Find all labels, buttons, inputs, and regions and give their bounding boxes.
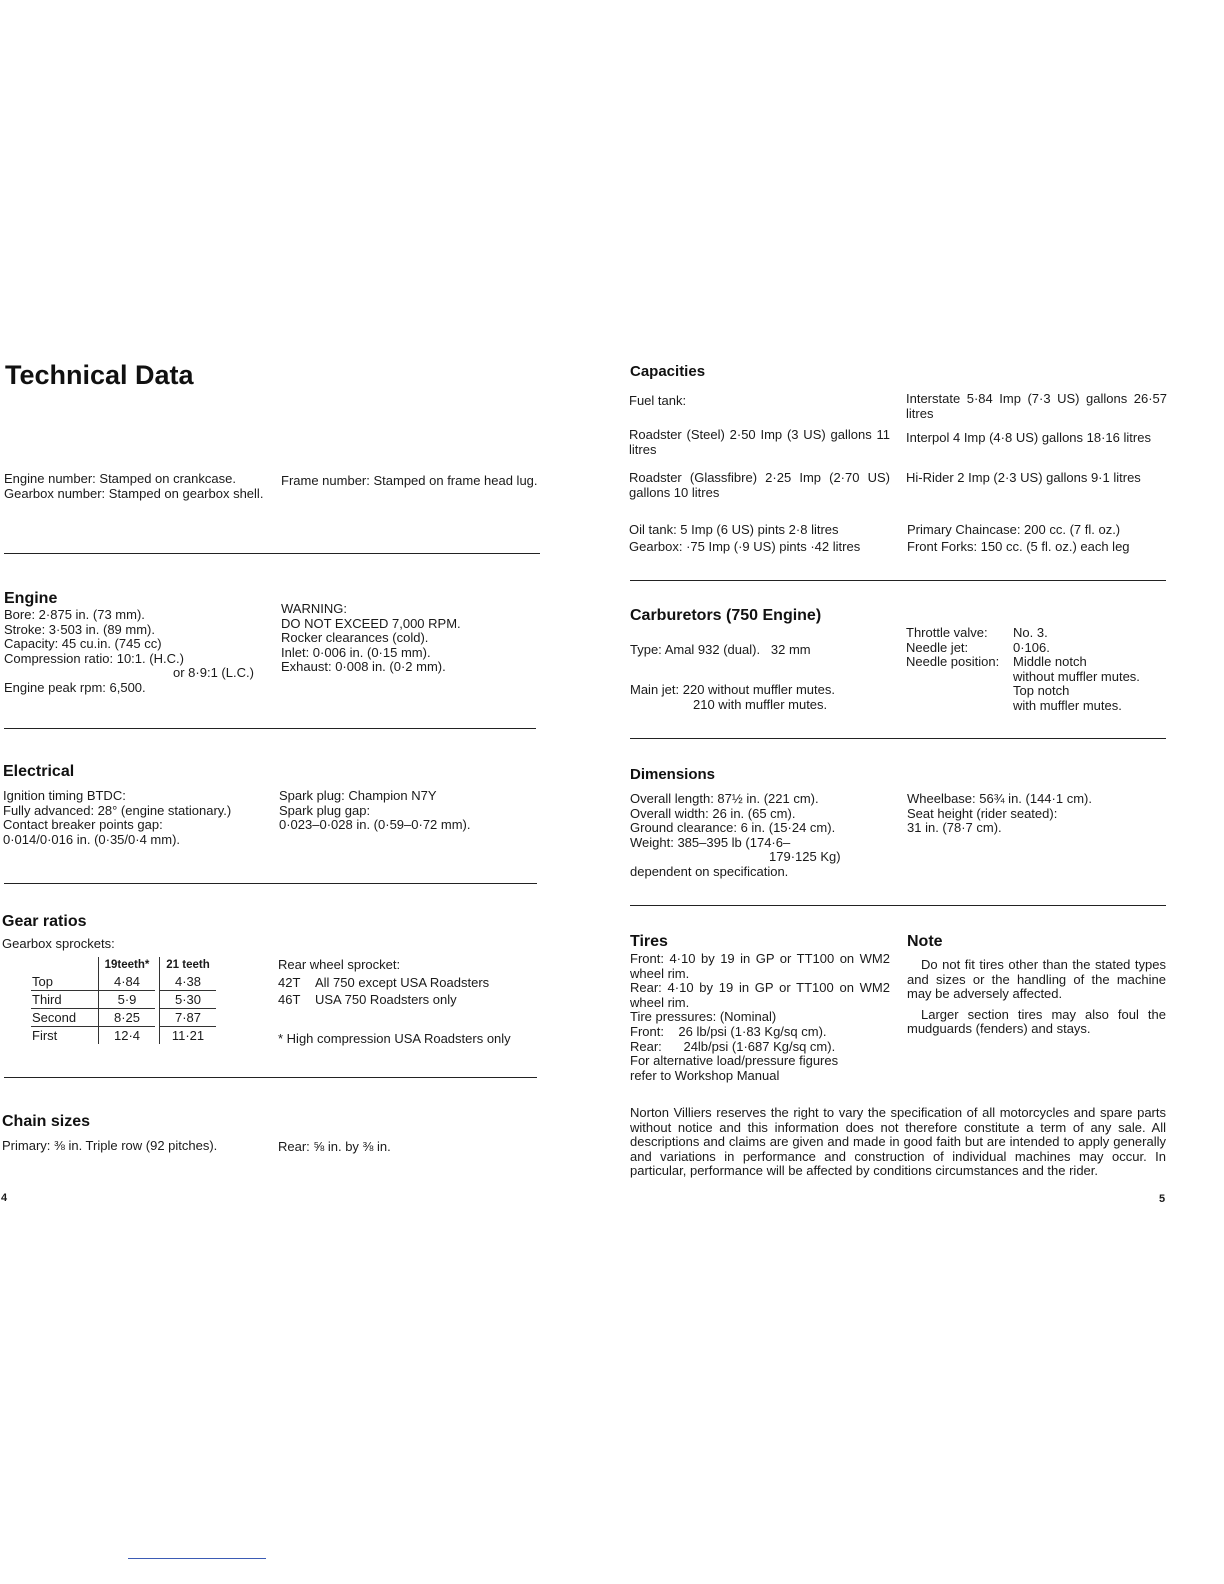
- sprocket-42t-text: All 750 except USA Roadsters: [315, 974, 490, 990]
- col-19-teeth: 19teeth*: [99, 957, 156, 973]
- rear-tire: Rear: 4·10 by 19 in GP or TT100 on WM2 wheel rim.: [630, 980, 890, 1010]
- carburetors-heading: Carburetors (750 Engine): [630, 607, 822, 624]
- tire-pressures: Tire pressures: (Nominal): [630, 1009, 777, 1025]
- sprocket-46t-text: USA 750 Roadsters only: [315, 992, 457, 1008]
- cb-points-value: 0·014/0·016 in. (0·35/0·4 mm).: [3, 831, 181, 847]
- alt-figures: For alternative load/pressure figures: [630, 1053, 839, 1069]
- front-pressure: Front: 26 lb/psi (1·83 Kg/sq cm).: [630, 1023, 827, 1039]
- ratio-19: 12·4: [99, 1027, 156, 1045]
- bore: Bore: 2·875 in. (73 mm).: [4, 607, 145, 622]
- divider: [4, 1077, 537, 1078]
- table-row: [31, 973, 216, 991]
- carb-type: Type: Amal 932 (dual). 32 mm: [630, 642, 811, 657]
- ratio-21: 7·87: [160, 1009, 217, 1027]
- needle-position-value-2: without muffler mutes.: [1013, 668, 1140, 684]
- gear-label: Second: [31, 1009, 99, 1027]
- dimensions-specs: [630, 792, 902, 880]
- gearbox-capacity: Gearbox: ·75 Imp (·9 US) pints ·42 litres: [629, 538, 861, 554]
- exhaust-clearance: Exhaust: 0·008 in. (0·2 mm).: [281, 659, 446, 675]
- engine-specs: [4, 608, 274, 696]
- dimensions-heading: Dimensions: [630, 766, 716, 783]
- needle-position-label: Needle position:: [906, 654, 1000, 670]
- frame-number: Frame number: Stamped on frame head lug.: [281, 473, 538, 488]
- oil-gearbox-block: [629, 523, 899, 554]
- seat-height: Seat height (rider seated):: [907, 805, 1058, 821]
- gear-label: First: [32, 1027, 58, 1043]
- cb-points-gap: Contact breaker points gap:: [3, 817, 163, 833]
- engine-number-block: [4, 472, 268, 501]
- wheelbase: Wheelbase: 56¾ in. (144·1 cm).: [907, 791, 1092, 806]
- page-number-right: 5: [1159, 1193, 1166, 1205]
- spark-plug-block: [279, 789, 539, 833]
- ignition-timing: Ignition timing BTDC:: [3, 788, 126, 803]
- sprocket-42t-code: 42T: [278, 974, 301, 990]
- warning-label: WARNING:: [281, 601, 347, 616]
- throttle-valve-value: No. 3.: [1013, 625, 1048, 640]
- stroke: Stroke: 3·503 in. (89 mm).: [4, 621, 155, 637]
- ratio-19: 8·25: [99, 1009, 156, 1027]
- page-title: Technical Data: [5, 360, 194, 390]
- gear-label: Top: [31, 973, 99, 991]
- col-21-teeth: 21 teeth: [160, 957, 217, 973]
- gear-footnote: * High compression USA Roadsters only: [278, 1030, 511, 1046]
- chain-rear: Rear: ⅝ in. by ⅜ in.: [278, 1139, 391, 1154]
- overall-length: Overall length: 87½ in. (221 cm).: [630, 791, 819, 806]
- interstate: Interstate 5·84 Imp (7·3 US) gallons 26·57 litres: [906, 391, 1167, 421]
- gear-ratios-heading: Gear ratios: [2, 913, 87, 930]
- divider: [630, 905, 1166, 906]
- engine-heading: Engine: [4, 590, 58, 607]
- oil-tank: Oil tank: 5 Imp (6 US) pints 2·8 litres: [629, 522, 839, 537]
- divider: [630, 738, 1166, 739]
- main-jet-block: [630, 683, 900, 712]
- page-number-left: 4: [1, 1192, 8, 1204]
- needle-position-value-4: with muffler mutes.: [1013, 697, 1122, 713]
- rear-sprocket-label: Rear wheel sprocket:: [278, 957, 401, 972]
- primary-chaincase: Primary Chaincase: 200 cc. (7 fl. oz.): [907, 522, 1121, 537]
- weight: Weight: 385–395 lb (174·6–: [630, 834, 791, 850]
- note-heading: Note: [907, 933, 943, 950]
- main-jet: Main jet: 220 without muffler mutes.: [630, 682, 835, 697]
- roadster-glassfibre: Roadster (Glassfibre) 2·25 Imp (2·70 US) gallons 10 litres: [629, 470, 890, 500]
- ground-clearance: Ground clearance: 6 in. (15·24 cm).: [630, 820, 836, 836]
- warning-block: [281, 602, 541, 675]
- divider: [4, 883, 537, 884]
- ratio-19: 4·84: [99, 973, 156, 991]
- spark-plug-gap: Spark plug gap:: [279, 802, 371, 818]
- fully-advanced: Fully advanced: 28° (engine stationary.): [3, 802, 232, 818]
- capacity: Capacity: 45 cu.in. (745 cc): [4, 636, 162, 652]
- spark-plug-gap-value: 0·023–0·028 in. (0·59–0·72 mm).: [279, 817, 471, 833]
- footer-line: [128, 1558, 266, 1559]
- chaincase-forks-block: [907, 523, 1169, 554]
- main-jet-alt: 210 with muffler mutes.: [693, 696, 828, 712]
- needle-jet-value: 0·106.: [1013, 639, 1050, 655]
- dependent-on-spec: dependent on specification.: [630, 863, 789, 879]
- fuel-tank-label: Fuel tank:: [629, 393, 687, 408]
- gear-label: Third: [31, 991, 99, 1009]
- workshop-manual: refer to Workshop Manual: [630, 1067, 780, 1083]
- table-row: [31, 1009, 216, 1027]
- ratio-19: 5·9: [99, 991, 156, 1009]
- spark-plug: Spark plug: Champion N7Y: [279, 788, 437, 803]
- ratio-21: 4·38: [160, 973, 217, 991]
- capacities-heading: Capacities: [630, 363, 706, 380]
- overall-width: Overall width: 26 in. (65 cm).: [630, 805, 796, 821]
- tires-specs: [630, 952, 890, 1083]
- weight-kg: 179·125 Kg): [769, 849, 841, 865]
- hi-rider: Hi-Rider 2 Imp (2·3 US) gallons 9·1 litres: [906, 470, 1141, 485]
- engine-peak-rpm: Engine peak rpm: 6,500.: [4, 679, 146, 695]
- front-tire: Front: 4·10 by 19 in GP or TT100 on WM2 wheel rim.: [630, 951, 890, 981]
- disclaimer: Norton Villiers reserves the right to vary the specification of all motorcycles and spare parts without notice and this information does not therefore constitute a term of any sale. All descriptions and claims are given and made in good faith but are intended to apply generally and variations in performance and construction of individual machines may occur. In particular, performance will be affected by conditions circumstances and the rider.: [630, 1105, 1166, 1179]
- gear-ratio-table: [31, 957, 216, 1044]
- rocker-clearances: Rocker clearances (cold).: [281, 630, 429, 646]
- roadster-steel: Roadster (Steel) 2·50 Imp (3 US) gallons 11 litres: [629, 427, 890, 457]
- sprocket-46t-code: 46T: [278, 992, 301, 1008]
- ratio-21: 5·30: [160, 991, 217, 1009]
- needle-jet-label: Needle jet:: [906, 639, 969, 655]
- note-body: [907, 958, 1166, 1043]
- divider: [4, 728, 536, 729]
- compression-ratio: Compression ratio: 10:1. (H.C.): [4, 650, 184, 666]
- warning-text: DO NOT EXCEED 7,000 RPM.: [281, 615, 461, 631]
- note-paragraph-2: Larger section tires may also foul the mudguards (fenders) and stays.: [907, 1006, 1166, 1037]
- inlet-clearance: Inlet: 0·006 in. (0·15 mm).: [281, 644, 431, 660]
- front-forks: Front Forks: 150 cc. (5 fl. oz.) each leg: [907, 538, 1130, 554]
- interpol: Interpol 4 Imp (4·8 US) gallons 18·16 litres: [906, 430, 1151, 445]
- electrical-specs: [3, 789, 278, 847]
- rear-pressure: Rear: 24lb/psi (1·687 Kg/sq cm).: [630, 1038, 836, 1054]
- wheelbase-block: [907, 792, 1169, 836]
- divider: [630, 580, 1166, 581]
- ratio-21: 11·21: [160, 1027, 217, 1045]
- throttle-valve-label: Throttle valve:: [906, 625, 988, 640]
- sprocket-42t: [278, 976, 540, 991]
- needle-position-value: Middle notch: [1013, 654, 1087, 670]
- tires-heading: Tires: [630, 933, 668, 950]
- gearbox-number: Gearbox number: Stamped on gearbox shell.: [4, 485, 264, 501]
- sprocket-46t: [278, 993, 540, 1008]
- compression-ratio-lc: or 8·9:1 (L.C.): [173, 665, 254, 681]
- table-row: [31, 991, 216, 1009]
- gearbox-sprockets: Gearbox sprockets:: [2, 936, 115, 951]
- chain-sizes-heading: Chain sizes: [2, 1113, 91, 1130]
- seat-height-value: 31 in. (78·7 cm).: [907, 820, 1002, 836]
- needle-position-value-3: Top notch: [1013, 683, 1070, 699]
- engine-number: Engine number: Stamped on crankcase.: [4, 471, 236, 486]
- rear-sprocket-block: [278, 958, 540, 1046]
- divider: [4, 553, 540, 554]
- table-row: [31, 1027, 216, 1045]
- electrical-heading: Electrical: [3, 763, 75, 780]
- chain-primary: Primary: ⅜ in. Triple row (92 pitches).: [2, 1138, 218, 1153]
- note-paragraph-1: Do not fit tires other than the stated types and sizes or the handling of the machine may be adversely affected.: [907, 957, 1166, 1002]
- carb-settings: [906, 626, 1168, 714]
